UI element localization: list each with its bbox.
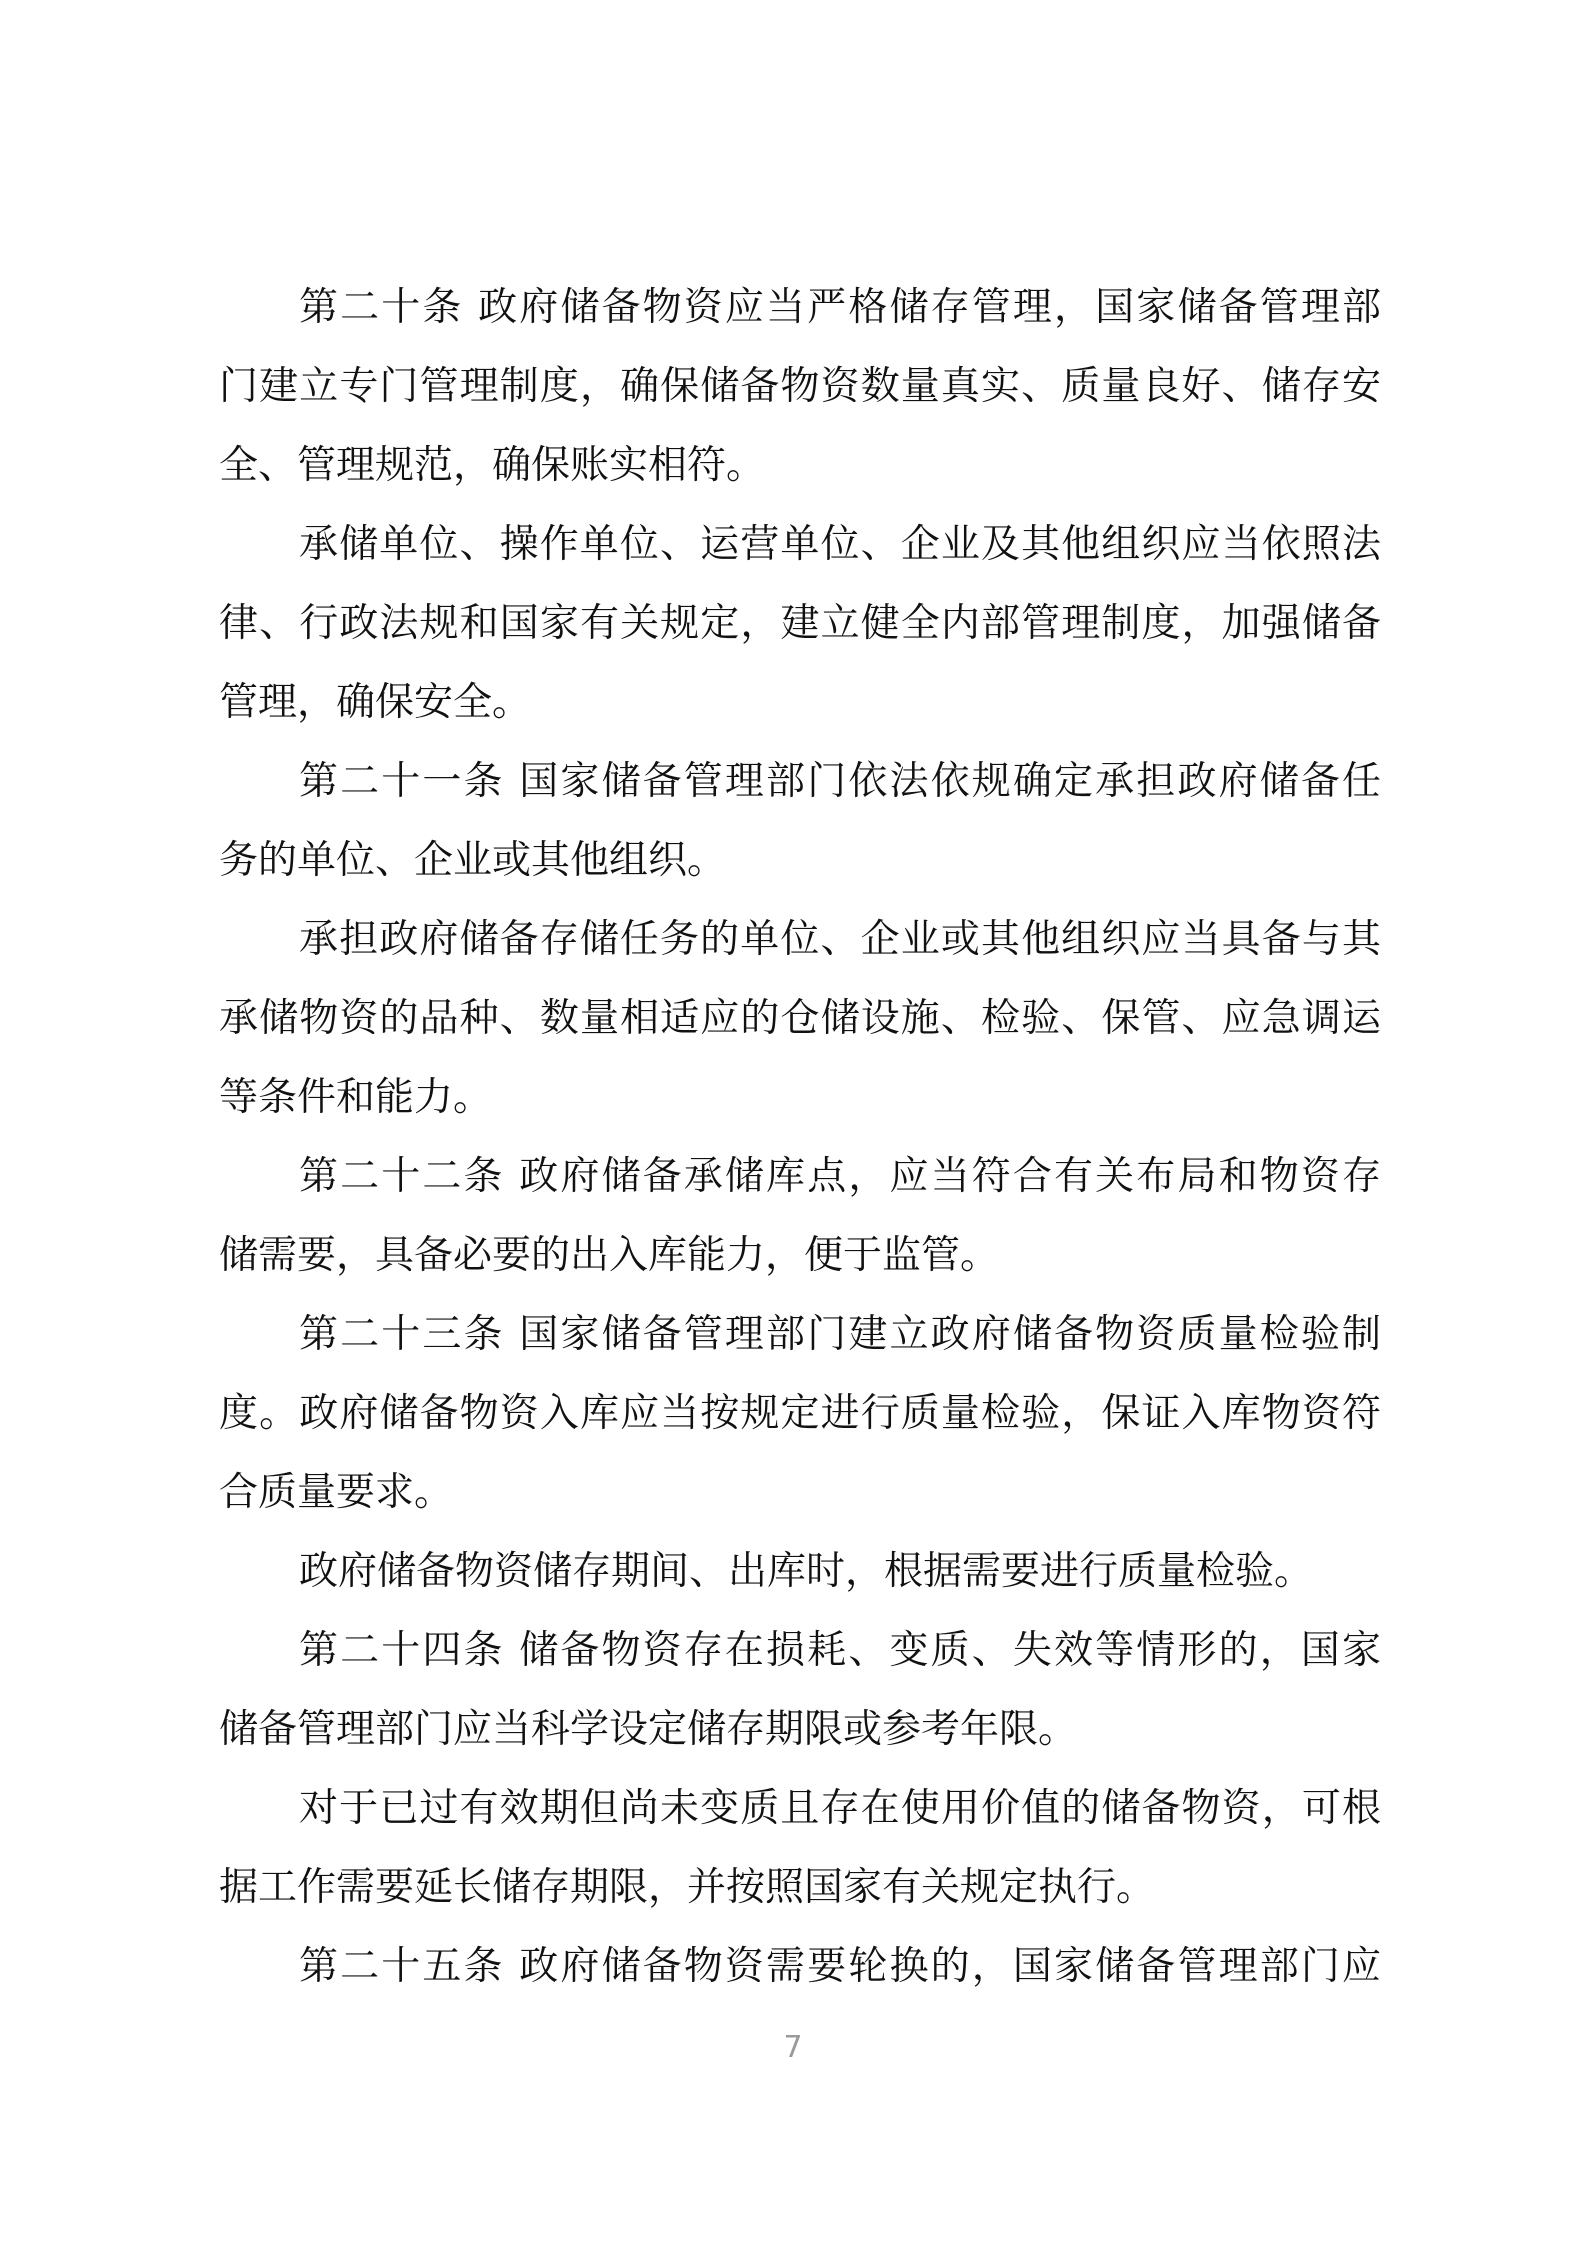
text-line: 储需要，具备必要的出入库能力，便于监管。: [219, 1233, 1000, 1278]
paragraph: [219, 900, 1381, 1137]
text-line: 第二十一条 国家储备管理部门依法依规确定承担政府储备任: [299, 759, 1381, 804]
paragraph: [219, 742, 1381, 900]
paragraph: [219, 505, 1381, 742]
document-body: [219, 268, 1381, 2006]
text-line: 储备管理部门应当科学设定储存期限或参考年限。: [219, 1707, 1078, 1752]
paragraph: [219, 1532, 1381, 1611]
text-line: 合质量要求。: [219, 1470, 454, 1515]
text-line: 承储物资的品种、数量相适应的仓储设施、检验、保管、应急调运: [219, 996, 1381, 1041]
text-line: 度。政府储备物资入库应当按规定进行质量检验，保证入库物资符: [219, 1391, 1381, 1436]
text-line: 第二十四条 储备物资存在损耗、变质、失效等情形的，国家: [299, 1628, 1381, 1673]
text-line: 第二十二条 政府储备承储库点，应当符合有关布局和物资存: [299, 1154, 1381, 1199]
paragraph: [219, 1611, 1381, 1769]
text-line: 等条件和能力。: [219, 1075, 493, 1120]
text-line: 门建立专门管理制度，确保储备物资数量真实、质量良好、储存安: [219, 364, 1381, 409]
text-line: 承储单位、操作单位、运营单位、企业及其他组织应当依照法: [299, 522, 1381, 567]
text-line: 全、管理规范，确保账实相符。: [219, 443, 766, 488]
text-line: 第二十三条 国家储备管理部门建立政府储备物资质量检验制: [299, 1312, 1381, 1357]
text-line: 务的单位、企业或其他组织。: [219, 838, 727, 883]
text-line: 承担政府储备存储任务的单位、企业或其他组织应当具备与其: [299, 917, 1381, 962]
text-line: 管理，确保安全。: [219, 680, 532, 725]
text-line: 律、行政法规和国家有关规定，建立健全内部管理制度，加强储备: [219, 601, 1381, 646]
text-line: 第二十五条 政府储备物资需要轮换的，国家储备管理部门应: [299, 1944, 1381, 1989]
paragraph: [219, 1927, 1381, 2006]
text-line: 据工作需要延长储存期限，并按照国家有关规定执行。: [219, 1865, 1156, 1910]
text-line: 第二十条 政府储备物资应当严格储存管理，国家储备管理部: [299, 285, 1381, 330]
paragraph: [219, 1295, 1381, 1532]
text-line: 对于已过有效期但尚未变质且存在使用价值的储备物资，可根: [299, 1786, 1381, 1831]
paragraph: [219, 1137, 1381, 1295]
paragraph: [219, 1769, 1381, 1927]
paragraph: [219, 268, 1381, 505]
text-line: 政府储备物资储存期间、出库时，根据需要进行质量检验。: [299, 1549, 1314, 1594]
page-number: 7: [783, 2030, 803, 2065]
